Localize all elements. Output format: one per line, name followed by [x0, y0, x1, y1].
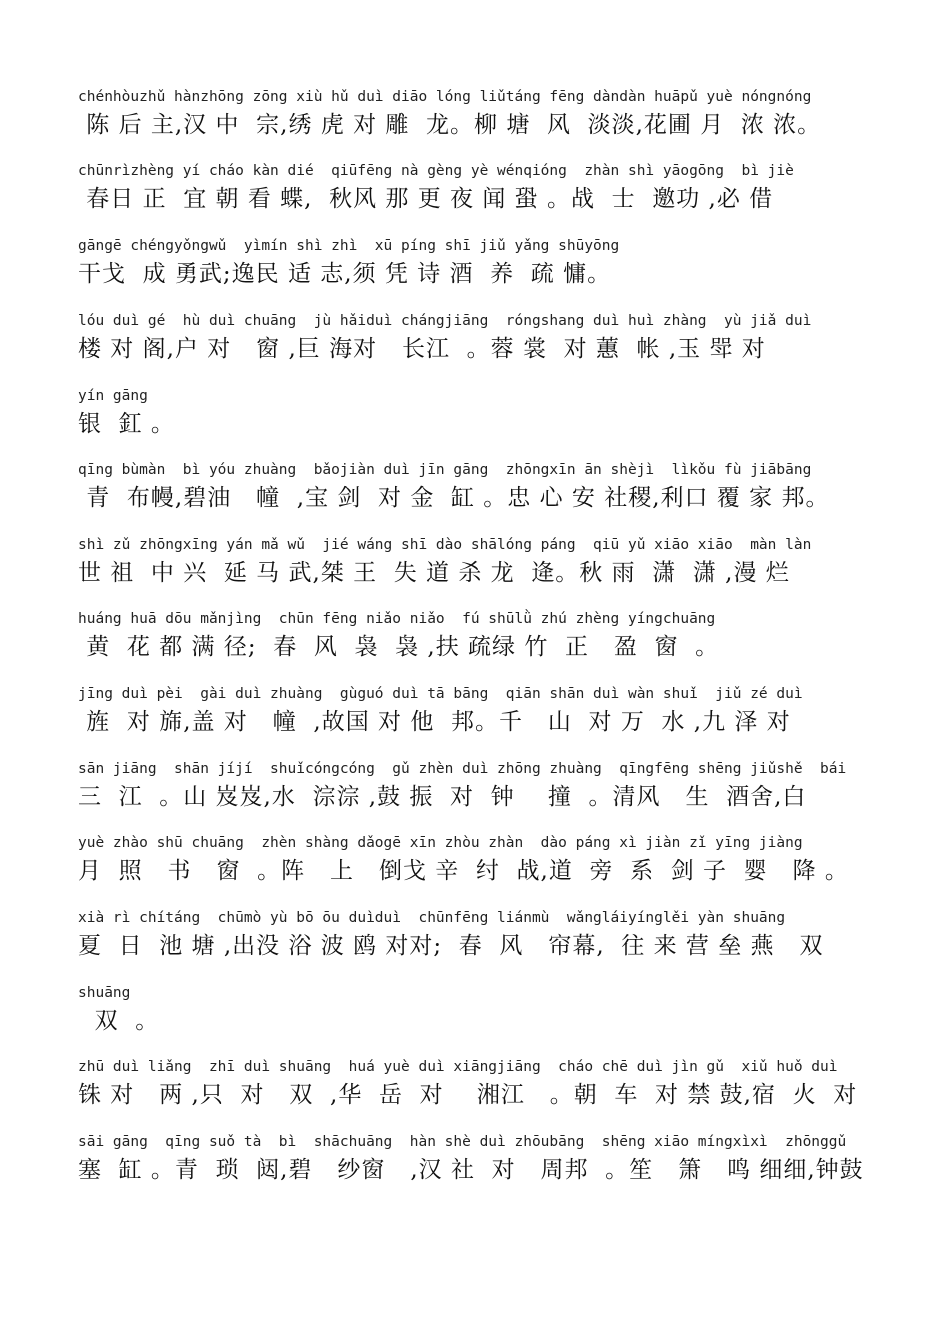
pinyin-text: jīng duì pèi gài duì zhuàng gùguó duì tā bāng qiān shān duì wàn shuǐ jiǔ zé duì: [78, 686, 803, 702]
verse-line-2: [78, 162, 878, 214]
hanzi-text: 干戈 成 勇武;逸民 适 志,须 凭 诗 酒 养 疏 慵。: [78, 261, 612, 287]
verse-line-7: [78, 536, 878, 588]
pinyin-text: yín gāng: [78, 388, 148, 404]
verse-line-8: [78, 610, 878, 662]
hanzi-text: 银 釭 。: [78, 411, 175, 437]
pinyin-text: lóu duì gé hù duì chuāng jù hǎiduì chángjiāng róngshang duì huì zhàng yù jiǎ duì: [78, 313, 812, 329]
pinyin-text: yuè zhào shū chuāng zhèn shàng dǎogē xīn zhòu zhàn dào páng xì jiàn zǐ yīng jiàng: [78, 835, 803, 851]
verse-line-11: [78, 834, 878, 886]
hanzi-text: 春日 正 宜 朝 看 蝶, 秋风 那 更 夜 闻 蛩 。战 士 邀功 ,必 借: [78, 186, 774, 212]
pinyin-text: chūnrìzhèng yí cháo kàn dié qiūfēng nà gèng yè wénqióng zhàn shì yāogōng bì jiè: [78, 163, 794, 179]
hanzi-text: 陈 后 主,汉 中 宗,绣 虎 对 雕 龙。柳 塘 风 淡淡,花圃 月 浓 浓。: [78, 112, 822, 138]
hanzi-text: 双 。: [78, 1008, 160, 1034]
pinyin-text: sān jiāng shān jíjí shuǐcóngcóng gǔ zhèn duì zhōng zhuàng qīngfēng shēng jiǔshě bái: [78, 761, 847, 777]
hanzi-text: 黄 花 都 满 径; 春 风 袅 袅 ,扶 疏绿 竹 正 盈 窗 。: [78, 634, 720, 660]
hanzi-text: 铢 对 两 ,只 对 双 ,华 岳 对 湘江 。朝 车 对 禁 鼓,宿 火 对: [78, 1082, 858, 1108]
verse-line-4: [78, 312, 878, 364]
pinyin-text: gāngē chéngyǒngwǔ yìmín shì zhì xū píng shī jiǔ yǎng shūyōng: [78, 238, 620, 254]
hanzi-text: 三 江 。山 岌岌,水 淙淙 ,鼓 振 对 钟 撞 。清风 生 酒舍,白: [78, 784, 807, 810]
pinyin-text: shuāng: [78, 985, 131, 1001]
pinyin-text: shì zǔ zhōngxīng yán mǎ wǔ jié wáng shī dào shālóng páng qiū yǔ xiāo xiāo màn làn: [78, 537, 812, 553]
verse-line-10: [78, 760, 878, 812]
verse-line-9: [78, 685, 878, 737]
hanzi-text: 楼 对 阁,户 对 窗 ,巨 海对 长江 。蓉 裳 对 蕙 帐 ,玉 斝 对: [78, 336, 766, 362]
verse-line-15: [78, 1133, 878, 1185]
pinyin-text: xià rì chítáng chūmò yù bō ōu duìduì chūnfēng liánmù wǎngláiyínglěi yàn shuāng: [78, 910, 786, 926]
pinyin-text: chénhòuzhǔ hànzhōng zōng xiù hǔ duì diāo lóng liǔtáng fēng dàndàn huāpǔ yuè nóngnóng: [78, 89, 812, 105]
hanzi-text: 世 祖 中 兴 延 马 武,桀 王 失 道 杀 龙 逄。秋 雨 潇 潇 ,漫 烂: [78, 560, 790, 586]
verse-line-14: [78, 1058, 878, 1110]
pinyin-text: huáng huā dōu mǎnjìng chūn fēng niǎo niǎo fú shūlǜ zhú zhèng yíngchuāng: [78, 611, 716, 627]
hanzi-text: 青 布幔,碧油 幢 ,宝 剑 对 金 缸 。忠 心 安 社稷,利口 覆 家 邦。: [78, 485, 830, 511]
verse-line-6: [78, 461, 878, 513]
hanzi-text: 夏 日 池 塘 ,出没 浴 波 鸥 对对; 春 风 帘幕, 往 来 营 垒 燕 双: [78, 933, 824, 959]
pinyin-text: zhū duì liǎng zhī duì shuāng huá yuè duì xiāngjiāng cháo chē duì jìn gǔ xiǔ huǒ duì: [78, 1059, 838, 1075]
pinyin-text: sāi gāng qīng suǒ tà bì shāchuāng hàn shè duì zhōubāng shēng xiāo míngxìxì zhōnggǔ: [78, 1134, 847, 1150]
pinyin-text: qīng bùmàn bì yóu zhuàng bǎojiàn duì jīn gāng zhōngxīn ān shèjì lìkǒu fù jiābāng: [78, 462, 812, 478]
hanzi-text: 塞 缸 。青 琐 闼,碧 纱窗 ,汉 社 对 周邦 。笙 箫 鸣 细细,钟鼓: [78, 1157, 864, 1183]
verse-line-3: [78, 237, 878, 289]
verse-line-13: [78, 984, 878, 1036]
hanzi-text: 月 照 书 窗 。阵 上 倒戈 辛 纣 战,道 旁 系 剑 子 婴 降 。: [78, 858, 849, 884]
verse-line-12: [78, 909, 878, 961]
hanzi-text: 旌 对 旆,盖 对 幢 ,故国 对 他 邦。千 山 对 万 水 ,九 泽 对: [78, 709, 791, 735]
verse-line-5: [78, 387, 878, 439]
verse-line-1: [78, 88, 878, 140]
